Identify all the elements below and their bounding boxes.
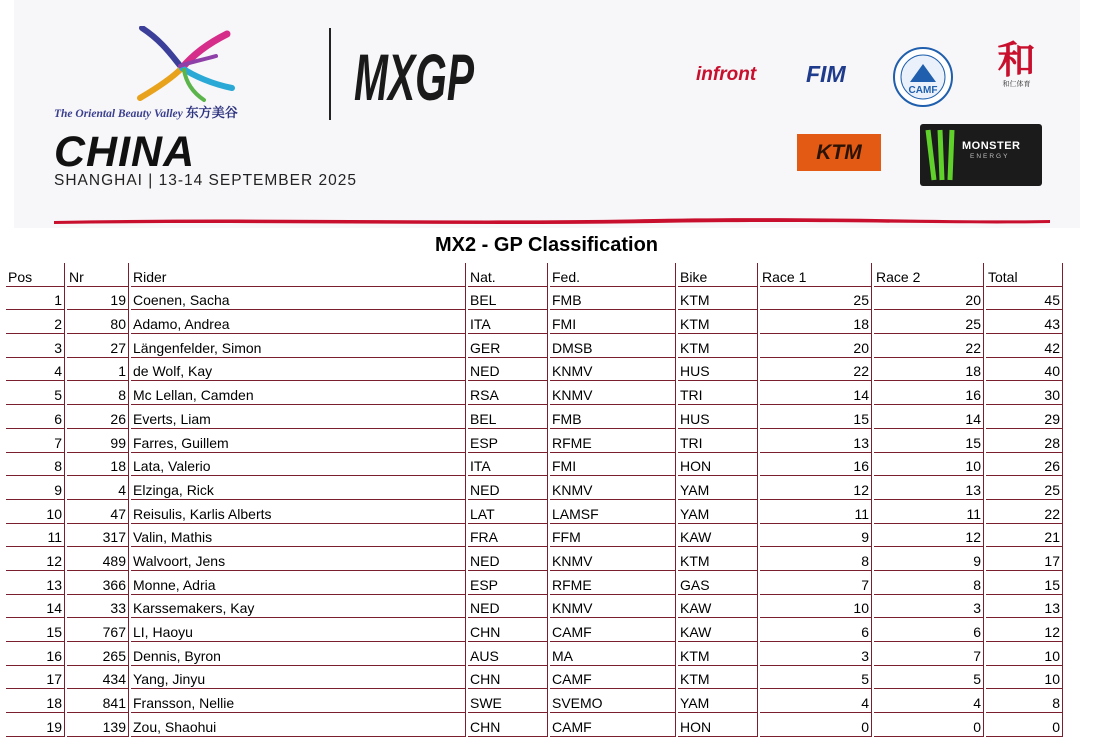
cell-race2: 12 <box>874 524 984 548</box>
cell-total: 26 <box>986 453 1063 477</box>
cell-race1: 9 <box>760 524 872 548</box>
cell-nat: FRA <box>468 524 548 548</box>
cell-rider: Reisulis, Karlis Alberts <box>131 500 466 524</box>
cell-fed: FMI <box>550 453 676 477</box>
cell-pos: 14 <box>6 595 65 619</box>
cell-nr: 265 <box>67 642 129 666</box>
cell-total: 10 <box>986 642 1063 666</box>
cell-rider: Monne, Adria <box>131 571 466 595</box>
monster-energy-logo: MONSTER ENERGY <box>920 124 1042 186</box>
table-row <box>6 524 1063 548</box>
infront-logo: infront <box>696 64 757 85</box>
cell-race1: 14 <box>760 381 872 405</box>
table-row <box>6 381 1063 405</box>
cell-race1: 8 <box>760 547 872 571</box>
column-header-race2: Race 2 <box>874 263 984 287</box>
cell-race1: 10 <box>760 595 872 619</box>
table-row <box>6 666 1063 690</box>
cell-fed: RFME <box>550 429 676 453</box>
cell-rider: Elzinga, Rick <box>131 476 466 500</box>
column-header-race1: Race 1 <box>760 263 872 287</box>
cell-race2: 22 <box>874 334 984 358</box>
table-row <box>6 405 1063 429</box>
mxgp-logo <box>354 42 604 107</box>
cell-race1: 4 <box>760 689 872 713</box>
cell-nat: NED <box>468 547 548 571</box>
cell-race2: 11 <box>874 500 984 524</box>
cell-rider: Valin, Mathis <box>131 524 466 548</box>
cell-pos: 5 <box>6 381 65 405</box>
cell-race1: 6 <box>760 618 872 642</box>
cell-bike: KTM <box>678 334 758 358</box>
brand-tagline: The Oriental Beauty Valley 东方美谷 <box>54 105 238 120</box>
cell-race1: 18 <box>760 310 872 334</box>
table-row <box>6 689 1063 713</box>
cell-pos: 10 <box>6 500 65 524</box>
cell-bike: KTM <box>678 310 758 334</box>
cell-pos: 9 <box>6 476 65 500</box>
cell-nr: 434 <box>67 666 129 690</box>
fim-logo: FIM <box>806 61 846 87</box>
table-row <box>6 618 1063 642</box>
cell-total: 15 <box>986 571 1063 595</box>
camf-logo-text: CAMF <box>908 85 938 96</box>
cell-race2: 9 <box>874 547 984 571</box>
cell-nat: GER <box>468 334 548 358</box>
cell-nat: CHN <box>468 713 548 737</box>
ktm-logo: KTM <box>797 134 881 171</box>
cell-race1: 20 <box>760 334 872 358</box>
cell-total: 10 <box>986 666 1063 690</box>
cell-pos: 3 <box>6 334 65 358</box>
cell-race1: 7 <box>760 571 872 595</box>
cell-rider: Coenen, Sacha <box>131 287 466 311</box>
cell-race1: 22 <box>760 358 872 382</box>
cell-bike: KTM <box>678 287 758 311</box>
cell-nat: ITA <box>468 310 548 334</box>
cell-bike: KAW <box>678 618 758 642</box>
cell-race2: 16 <box>874 381 984 405</box>
cell-bike: HUS <box>678 405 758 429</box>
cell-bike: KTM <box>678 642 758 666</box>
cell-bike: KAW <box>678 595 758 619</box>
cell-rider: Adamo, Andrea <box>131 310 466 334</box>
cell-nat: NED <box>468 358 548 382</box>
cell-race2: 8 <box>874 571 984 595</box>
column-header-bike: Bike <box>678 263 758 287</box>
cell-rider: Fransson, Nellie <box>131 689 466 713</box>
cell-race2: 7 <box>874 642 984 666</box>
table-row <box>6 713 1063 737</box>
camf-logo <box>892 46 954 108</box>
cell-race2: 18 <box>874 358 984 382</box>
cell-nat: AUS <box>468 642 548 666</box>
cell-pos: 1 <box>6 287 65 311</box>
cell-race1: 11 <box>760 500 872 524</box>
cell-total: 30 <box>986 381 1063 405</box>
cell-rider: Karssemakers, Kay <box>131 595 466 619</box>
cell-fed: CAMF <box>550 666 676 690</box>
column-header-pos: Pos <box>6 263 65 287</box>
cell-race2: 15 <box>874 429 984 453</box>
cell-race1: 15 <box>760 405 872 429</box>
cell-rider: Walvoort, Jens <box>131 547 466 571</box>
event-location-dates: SHANGHAI | 13-14 SEPTEMBER 2025 <box>54 172 357 189</box>
cell-race2: 10 <box>874 453 984 477</box>
cell-total: 40 <box>986 358 1063 382</box>
column-header-rider: Rider <box>131 263 466 287</box>
cell-fed: KNMV <box>550 547 676 571</box>
cell-pos: 16 <box>6 642 65 666</box>
cell-pos: 12 <box>6 547 65 571</box>
cell-pos: 13 <box>6 571 65 595</box>
cell-nr: 80 <box>67 310 129 334</box>
cell-nat: CHN <box>468 666 548 690</box>
cell-pos: 17 <box>6 666 65 690</box>
cell-race2: 5 <box>874 666 984 690</box>
cell-race2: 4 <box>874 689 984 713</box>
cell-race1: 0 <box>760 713 872 737</box>
cell-race1: 16 <box>760 453 872 477</box>
cell-nr: 767 <box>67 618 129 642</box>
cell-total: 29 <box>986 405 1063 429</box>
cell-nr: 1 <box>67 358 129 382</box>
cell-pos: 4 <box>6 358 65 382</box>
banner-divider <box>329 28 331 120</box>
cell-rider: Yang, Jinyu <box>131 666 466 690</box>
cell-fed: CAMF <box>550 618 676 642</box>
cell-race2: 3 <box>874 595 984 619</box>
cell-race1: 13 <box>760 429 872 453</box>
cell-nat: SWE <box>468 689 548 713</box>
table-header-row <box>6 263 1063 287</box>
cell-nat: ITA <box>468 453 548 477</box>
cell-bike: KAW <box>678 524 758 548</box>
cell-pos: 19 <box>6 713 65 737</box>
cell-nr: 19 <box>67 287 129 311</box>
cell-nat: NED <box>468 476 548 500</box>
table-row <box>6 547 1063 571</box>
cell-fed: FFM <box>550 524 676 548</box>
cell-fed: FMB <box>550 287 676 311</box>
cell-nr: 26 <box>67 405 129 429</box>
cell-pos: 15 <box>6 618 65 642</box>
cell-nr: 4 <box>67 476 129 500</box>
cell-race1: 25 <box>760 287 872 311</box>
cell-total: 13 <box>986 595 1063 619</box>
cell-bike: YAM <box>678 476 758 500</box>
cell-fed: MA <box>550 642 676 666</box>
cell-race1: 3 <box>760 642 872 666</box>
event-country: CHINA <box>54 128 196 176</box>
cell-nr: 18 <box>67 453 129 477</box>
cell-race2: 13 <box>874 476 984 500</box>
cell-bike: TRI <box>678 429 758 453</box>
table-row <box>6 287 1063 311</box>
cell-bike: HUS <box>678 358 758 382</box>
table-row <box>6 500 1063 524</box>
cell-nr: 139 <box>67 713 129 737</box>
cell-pos: 18 <box>6 689 65 713</box>
red-brush-stroke <box>54 213 1050 227</box>
cell-nr: 317 <box>67 524 129 548</box>
cell-total: 25 <box>986 476 1063 500</box>
cell-total: 0 <box>986 713 1063 737</box>
cell-race2: 20 <box>874 287 984 311</box>
cell-total: 17 <box>986 547 1063 571</box>
cell-pos: 11 <box>6 524 65 548</box>
cell-total: 28 <box>986 429 1063 453</box>
cell-race2: 25 <box>874 310 984 334</box>
table-body <box>6 287 1063 737</box>
cell-rider: Zou, Shaohui <box>131 713 466 737</box>
heren-sports-logo <box>989 37 1044 110</box>
cell-fed: KNMV <box>550 358 676 382</box>
cell-bike: HON <box>678 453 758 477</box>
cell-fed: CAMF <box>550 713 676 737</box>
cell-nat: LAT <box>468 500 548 524</box>
cell-fed: DMSB <box>550 334 676 358</box>
cell-nr: 8 <box>67 381 129 405</box>
cell-nr: 489 <box>67 547 129 571</box>
heren-subtext: 和仁体育 <box>1002 81 1031 88</box>
cell-total: 12 <box>986 618 1063 642</box>
cell-rider: Lata, Valerio <box>131 453 466 477</box>
cell-race2: 6 <box>874 618 984 642</box>
page-title: MX2 - GP Classification <box>434 234 659 256</box>
cell-nat: NED <box>468 595 548 619</box>
cell-nat: BEL <box>468 287 548 311</box>
cell-bike: YAM <box>678 689 758 713</box>
cell-fed: FMB <box>550 405 676 429</box>
cell-rider: Dennis, Byron <box>131 642 466 666</box>
butterfly-logo-icon <box>132 26 242 106</box>
cell-nat: ESP <box>468 571 548 595</box>
cell-bike: TRI <box>678 381 758 405</box>
cell-rider: Everts, Liam <box>131 405 466 429</box>
column-header-fed: Fed. <box>550 263 676 287</box>
cell-nr: 841 <box>67 689 129 713</box>
cell-nr: 27 <box>67 334 129 358</box>
cell-nr: 47 <box>67 500 129 524</box>
cell-rider: de Wolf, Kay <box>131 358 466 382</box>
classification-table <box>4 263 1065 737</box>
table-row <box>6 334 1063 358</box>
cell-pos: 2 <box>6 310 65 334</box>
cell-fed: RFME <box>550 571 676 595</box>
table-row <box>6 595 1063 619</box>
table-row <box>6 453 1063 477</box>
cell-rider: Farres, Guillem <box>131 429 466 453</box>
cell-pos: 6 <box>6 405 65 429</box>
mxgp-logo-text-mx: MXGP <box>354 42 475 107</box>
cell-race1: 12 <box>760 476 872 500</box>
cell-fed: SVEMO <box>550 689 676 713</box>
cell-total: 22 <box>986 500 1063 524</box>
table-row <box>6 358 1063 382</box>
oriental-beauty-valley-logo <box>54 26 324 121</box>
table-row <box>6 476 1063 500</box>
cell-total: 21 <box>986 524 1063 548</box>
column-header-total: Total <box>986 263 1063 287</box>
cell-race1: 5 <box>760 666 872 690</box>
cell-nat: ESP <box>468 429 548 453</box>
cell-rider: Längenfelder, Simon <box>131 334 466 358</box>
cell-total: 43 <box>986 310 1063 334</box>
cell-rider: Mc Lellan, Camden <box>131 381 466 405</box>
cell-fed: FMI <box>550 310 676 334</box>
cell-nr: 99 <box>67 429 129 453</box>
cell-race2: 0 <box>874 713 984 737</box>
cell-bike: KTM <box>678 666 758 690</box>
column-header-nat: Nat. <box>468 263 548 287</box>
cell-bike: KTM <box>678 547 758 571</box>
event-banner <box>14 0 1080 228</box>
cell-fed: KNMV <box>550 595 676 619</box>
cell-bike: GAS <box>678 571 758 595</box>
cell-nr: 33 <box>67 595 129 619</box>
cell-total: 8 <box>986 689 1063 713</box>
column-header-nr: Nr <box>67 263 129 287</box>
cell-race2: 14 <box>874 405 984 429</box>
cell-total: 45 <box>986 287 1063 311</box>
table-row <box>6 642 1063 666</box>
table-row <box>6 571 1063 595</box>
cell-fed: KNMV <box>550 476 676 500</box>
cell-nat: CHN <box>468 618 548 642</box>
cell-total: 42 <box>986 334 1063 358</box>
cell-nat: RSA <box>468 381 548 405</box>
cell-nat: BEL <box>468 405 548 429</box>
cell-rider: LI, Haoyu <box>131 618 466 642</box>
cell-pos: 8 <box>6 453 65 477</box>
table-row <box>6 429 1063 453</box>
heren-glyph: 和 <box>997 37 1036 82</box>
table-row <box>6 310 1063 334</box>
cell-pos: 7 <box>6 429 65 453</box>
cell-nr: 366 <box>67 571 129 595</box>
cell-fed: LAMSF <box>550 500 676 524</box>
cell-bike: HON <box>678 713 758 737</box>
cell-bike: YAM <box>678 500 758 524</box>
cell-fed: KNMV <box>550 381 676 405</box>
